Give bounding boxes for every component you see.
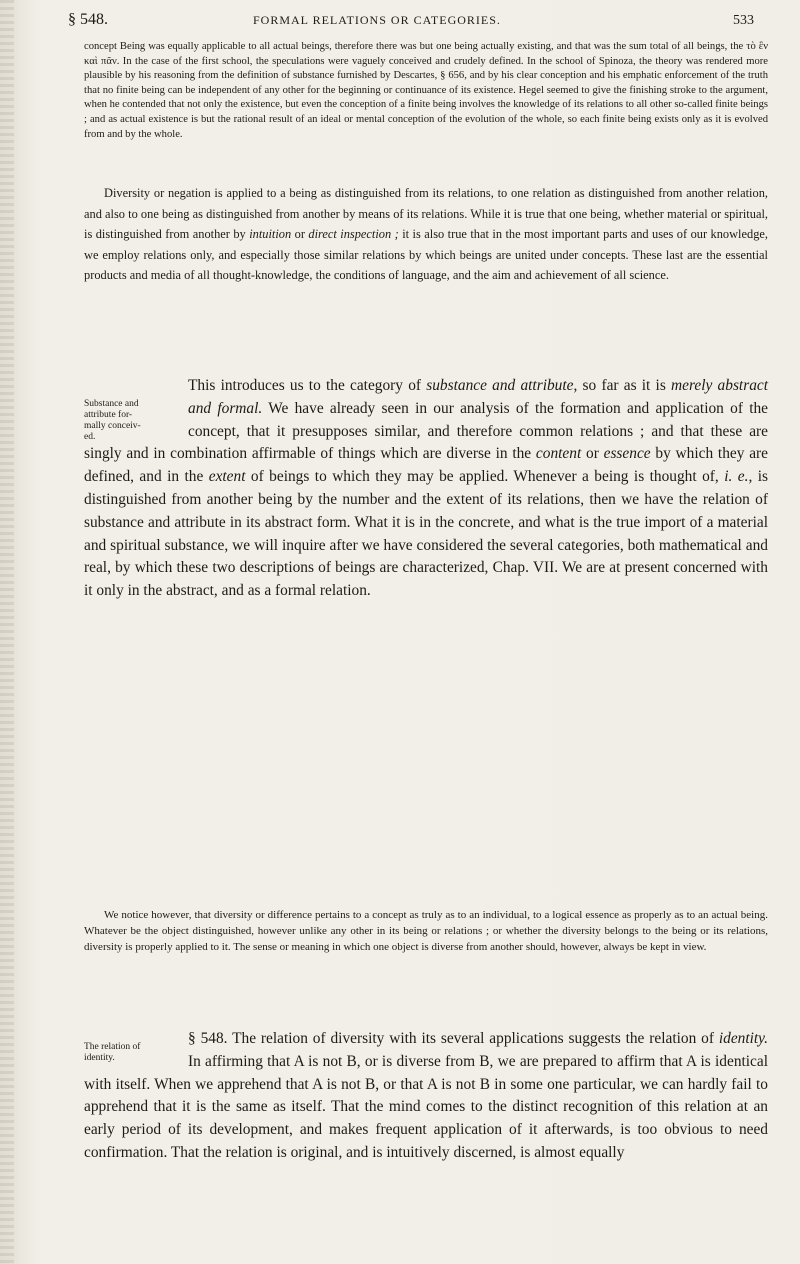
paragraph-identity: § 548. The relation of diversity with its several applications suggests the relation of identity. In affirming that A is not B, or is diverse from B, we are prepared to affirm that A is identical with itself. When we apprehend that A is not B, or that A is not B in some one particular, we can hardly fail to apprehend that it is the same as itself. That the mind comes to the distinct recognition of this relation at an early period of its development, and makes frequent application of it afterwards, is too obvious to need confirmation. That the relation is original, and is intuitively discerned, is almost equally: [84, 1030, 768, 1161]
page-gutter-edge: [0, 0, 14, 1264]
running-header: [68, 11, 768, 33]
margin-note-identity: The relation of identity.: [84, 1042, 141, 1063]
paragraph-diversity: Diversity or negation is applied to a being as distinguished from its relations, to one relation as distinguished from another relation, and also to one being as distinguished from another by means of its relations. While it is true that one being, whether material or spiritual, is distinguished from another by intuition or direct inspection ; it is also true that in the most important parts and uses of our knowledge, we employ relations only, and especially those similar relations by which beings are united under concepts. These last are the essential products and media of all thought-knowledge, the conditions of language, and the aim and achievement of all science.: [84, 186, 768, 283]
paragraph-small-1: concept Being was equally applicable to all actual beings, therefore there was but one being actually existing, and that was the sum total of all beings, the τὸ ἓν καὶ πᾶν. In the case of the first school, the speculations were vaguely conceived and crudely defined. In the school of Spinoza, the theory was rendered more plausible by his reasoning from the definition of substance furnished by Descartes, § 656, and by his clear conception and his emphatic enforcement of the truth that no finite being can be independent of any other for the beginning or continuance of its existence. Hegel seemed to give the finishing stroke to the argument, when he contended that not only the existence, but even the conception of a finite being involves the knowledge of its relations to all other so-called finite beings ; and as actual existence is but the rational result of an ideal or mental conception of the evolution of the whole, so each finite being exists only as it is evolved from and by the whole.: [84, 41, 768, 140]
header-title: FORMAL RELATIONS OR CATEGORIES.: [253, 13, 501, 27]
paragraph-small-2: We notice however, that diversity or difference pertains to a concept as truly as to an individual, to a logical essence as properly as to an actual being. Whatever be the object distinguished, however unlike any other in its being or relations ; or whether the diversity belongs to the being or its relations, diversity is properly applied to it. The sense or meaning in which one object is diverse from another should, however, always be kept in view.: [84, 909, 768, 953]
page-number: 533: [733, 13, 754, 28]
paragraph-substance-attribute: This introduces us to the category of substance and attribute, so far as it is merely abstract and formal. We have already seen in our analysis of the formation and application of the concept, that it presupposes similar, and therefore common relations ; and that these are singly and in combination affirmable of things which are diverse in the content or essence by which they are defined, and in the extent of beings to which they may be applied. Whenever a being is thought of, i. e., is distinguished from another being by the number and the extent of its relations, then we have the relation of substance and attribute in its abstract form. What it is in the concrete, and what is the true import of a material and spiritual substance, we will inquire after we have considered the several categories, both mathematical and real, by which these two descriptions of beings are characterized, Chap. VII. We are at present concerned with it only in the abstract, and as a formal relation.: [84, 377, 769, 600]
header-section-number: § 548.: [68, 11, 108, 28]
margin-note-substance: Substance and attribute for- mally conceiv- ed.: [84, 399, 141, 442]
